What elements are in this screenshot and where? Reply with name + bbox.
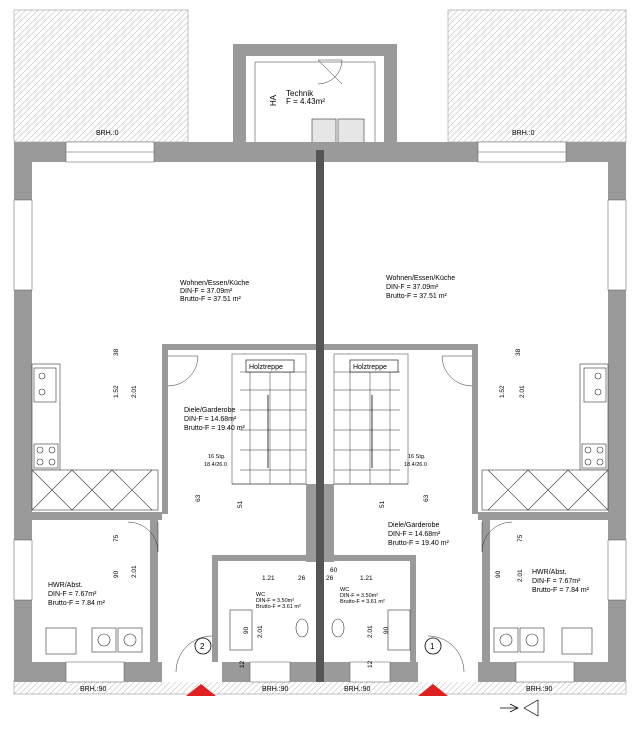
dim-26-left: 26 <box>298 575 306 582</box>
hall-left-din: DIN-F = 14.68m² <box>184 416 237 423</box>
dim-63-left: 63 <box>195 494 202 502</box>
house-number-right: 1 <box>430 642 435 651</box>
dim-201-hwr-left: 2.01 <box>131 565 138 578</box>
hwr-appliances-left <box>46 628 142 654</box>
wc-right-brutto: Brutto-F = 3.61 m² <box>340 599 385 605</box>
party-wall <box>316 150 324 682</box>
dim-75-left: 75 <box>113 534 120 542</box>
hwr-appliances-right <box>494 628 592 654</box>
stair-right-label: Holztreppe <box>353 364 387 371</box>
living-left-name: Wohnen/Essen/Küche <box>180 280 250 287</box>
brh-bottom-4: BRH.:90 <box>526 686 553 693</box>
dim-152-right: 1.52 <box>499 385 506 398</box>
dim-152-left: 1.52 <box>113 385 120 398</box>
dim-121-right: 1.21 <box>360 575 373 582</box>
brh-top-left: BRH.:0 <box>96 130 119 137</box>
technik-letters: HA <box>269 94 278 106</box>
dim-90-right: 90 <box>495 570 502 578</box>
dim-201-left: 2.01 <box>131 385 138 398</box>
brh-bottom-3: BRH.:90 <box>344 686 371 693</box>
house-number-left: 2 <box>200 642 205 651</box>
brh-top-right: BRH.:0 <box>512 130 535 137</box>
wc-left-brutto: Brutto-F = 3.61 m² <box>256 604 301 610</box>
dim-51-left: 51 <box>237 500 244 508</box>
dim-12-left: 12 <box>239 660 246 668</box>
hwr-right-din: DIN-F = 7.67m² <box>532 578 581 585</box>
terrace-left <box>14 10 188 142</box>
hall-right-name: Diele/Garderobe <box>388 522 440 529</box>
stair-left-ratio: 18.4/26.0 <box>204 462 227 468</box>
dim-51-right: 51 <box>379 500 386 508</box>
living-left-brutto: Brutto-F = 37.51 m² <box>180 296 241 303</box>
dim-63-right: 63 <box>423 494 430 502</box>
wc-right-din: DIN-F = 3.50m² <box>340 593 379 599</box>
technik-name: Technik <box>286 89 314 98</box>
wc-left-name: WC <box>256 592 266 598</box>
hwr-right-brutto: Brutto-F = 7.84 m² <box>532 587 589 594</box>
hall-right-din: DIN-F = 14.68m² <box>388 531 441 538</box>
north-arrow-icon <box>500 700 538 716</box>
dim-201-wc-right: 2.01 <box>367 625 374 638</box>
hall-right-brutto: Brutto-F = 19.40 m² <box>388 540 449 547</box>
hall-left-name: Diele/Garderobe <box>184 407 236 414</box>
dim-75-right: 75 <box>517 534 524 542</box>
technik-area: F = 4.43m² <box>286 97 325 106</box>
stair-right-ratio: 18.4/26.0 <box>404 462 427 468</box>
dim-201-wc-left: 2.01 <box>257 625 264 638</box>
terrace-right <box>448 10 626 142</box>
dim-90-wc-left: 90 <box>243 626 250 634</box>
wc-left-din: DIN-F = 3.50m² <box>256 598 295 604</box>
stair-left-steps: 16 Stg. <box>208 454 226 460</box>
dim-38-left: 38 <box>113 348 120 356</box>
hall-left-brutto: Brutto-F = 19.40 m² <box>184 425 245 432</box>
dim-26-right: 26 <box>326 575 334 582</box>
hwr-left-name: HWR/Abst. <box>48 582 83 589</box>
living-left-din: DIN-F = 37.09m² <box>180 288 233 295</box>
living-right-brutto: Brutto-F = 37.51 m² <box>386 293 447 300</box>
dim-90-left: 90 <box>113 570 120 578</box>
dim-201-right: 2.01 <box>519 385 526 398</box>
dim-201-hwr-right: 2.01 <box>517 569 524 582</box>
dim-12-right: 12 <box>367 660 374 668</box>
dim-121-left: 1.21 <box>262 575 275 582</box>
dim-38-right: 38 <box>515 348 522 356</box>
hwr-left-brutto: Brutto-F = 7.84 m² <box>48 600 105 607</box>
living-right-din: DIN-F = 37.09m² <box>386 284 439 291</box>
dim-90-wc-right: 90 <box>383 626 390 634</box>
hwr-left-din: DIN-F = 7.67m² <box>48 591 97 598</box>
dim-60-right: 60 <box>330 567 338 574</box>
brh-bottom-1: BRH.:90 <box>80 686 107 693</box>
hwr-right-name: HWR/Abst. <box>532 569 567 576</box>
brh-bottom-2: BRH.:90 <box>262 686 289 693</box>
stair-left-label: Holztreppe <box>249 364 283 371</box>
wc-right-name: WC <box>340 587 350 593</box>
living-right-name: Wohnen/Essen/Küche <box>386 275 456 282</box>
stair-right-steps: 16 Stg. <box>408 454 426 460</box>
